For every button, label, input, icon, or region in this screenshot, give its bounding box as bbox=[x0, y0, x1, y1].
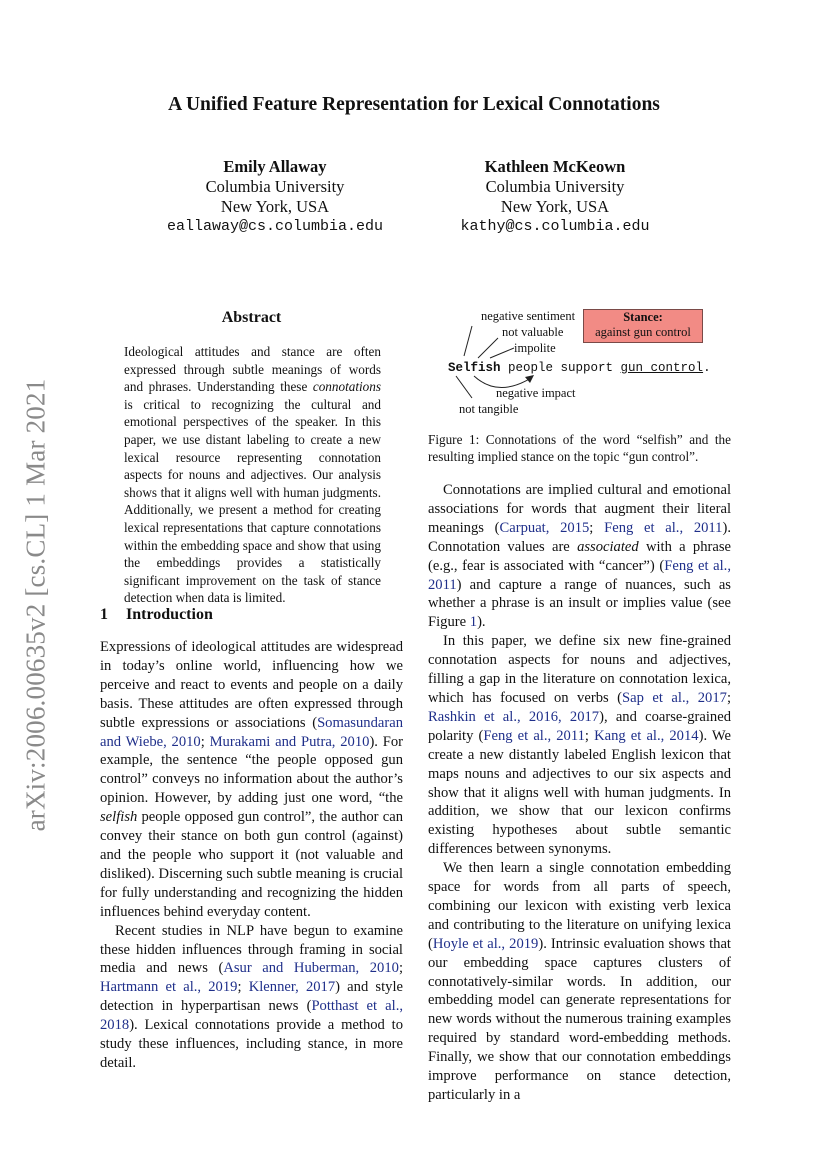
text-run: ), and coarse-grained polarity ( bbox=[428, 708, 731, 744]
paragraph bbox=[428, 632, 731, 859]
citation-link[interactable]: Murakami and Putra, 2010 bbox=[209, 733, 370, 750]
label-not-tangible: not tangible bbox=[459, 402, 519, 416]
label-impolite: impolite bbox=[514, 341, 556, 355]
text-run: ; bbox=[398, 960, 404, 977]
text-run: ). Lexical connotations provide a method to study these influences, including stance, in more detail. bbox=[100, 1017, 403, 1071]
example-sentence bbox=[448, 361, 711, 375]
section-title: Introduction bbox=[126, 606, 213, 623]
text-run: We then learn a single connotation embedding space for words from all parts of speech, combining our lexicon with existing verb lexica and contributing to the literature on unifying lexica ( bbox=[428, 860, 731, 952]
text-run: Recent studies in NLP have begun to examine these hidden influences through framing in social media and news ( bbox=[100, 922, 403, 977]
paragraph bbox=[100, 922, 403, 1073]
label-not-valuable: not valuable bbox=[502, 325, 564, 339]
abstract-text-part: Ideological attitudes and stance are often expressed through subtle meanings of words and phrases. Understanding these bbox=[124, 344, 381, 395]
author-name: Kathleen McKeown bbox=[484, 157, 626, 176]
text-run: ). Connotation values are bbox=[428, 519, 731, 555]
arrow-head-negative-impact bbox=[525, 375, 534, 383]
citation-link[interactable]: Feng et al., 2011 bbox=[483, 727, 585, 744]
text-run: ). We create a new distantly labeled English lexicon that maps nouns and adjectives to our six aspects and show that it aligns well with human judgments. In addition, we show that our lexicon confirms existing hypotheses about subtle semantic differences between synonyms. bbox=[428, 727, 732, 858]
author-location: New York, USA bbox=[220, 197, 330, 216]
author-email: kathy@cs.columbia.edu bbox=[460, 218, 650, 235]
left-column-body bbox=[100, 638, 403, 1073]
sentence-topic: gun control bbox=[620, 361, 704, 375]
citation-link[interactable]: Somasundaran and Wiebe, 2010 bbox=[100, 714, 403, 750]
text-run: ; bbox=[200, 733, 210, 750]
citation-link[interactable]: Feng et al., 2011 bbox=[428, 557, 731, 593]
text-run: ). For example, the sentence “the people opposed gun control” conveys no information about the author’s opinion. However, by adding just one word, “the bbox=[100, 733, 404, 807]
arrow-line-negative-sentiment bbox=[464, 326, 472, 356]
citation-link[interactable]: Rashkin et al., 2016, 2017 bbox=[428, 708, 600, 725]
author-affiliation: Columbia University bbox=[485, 177, 625, 196]
stance-value: against gun control bbox=[595, 325, 691, 339]
citation-link[interactable]: Potthast et al., 2018 bbox=[100, 998, 403, 1034]
text-run: people opposed gun control”, the author can convey their stance on both gun control (against) and the people who support it (not valuable and disliked). Discerning such subtle meaning is crucial for fully understanding and recognizing the hidden influences behind everyday content. bbox=[100, 809, 403, 920]
section-number: 1 bbox=[100, 606, 108, 623]
text-run: ). bbox=[477, 614, 486, 631]
figure-1 bbox=[428, 306, 731, 422]
citation-link[interactable]: Sap et al., 2017 bbox=[622, 689, 727, 706]
sentence-middle: people support bbox=[500, 361, 621, 375]
author-affiliation: Columbia University bbox=[205, 177, 345, 196]
author-location: New York, USA bbox=[500, 197, 610, 216]
text-run: In this paper, we define six new fine-grained connotation aspects for nouns and adjectives, filling a gap in the literature on connotation lexica, which has focused on verbs ( bbox=[428, 633, 731, 706]
text-run: ; bbox=[237, 979, 249, 996]
abstract-emphasis: connotations bbox=[312, 379, 381, 395]
right-column-body bbox=[428, 481, 731, 1105]
stance-box bbox=[583, 309, 703, 343]
arrow-line-not-tangible bbox=[456, 376, 472, 398]
text-run: ). Intrinsic evaluation shows that our embedding space captures clusters of connotatively-similar words. In addition, our embedding model can generate representations for new words without the numerous training examples required by standard word-embedding methods. Finally, we show that our connotation embeddings improve performance on stance detection, particularly in a bbox=[428, 935, 731, 1103]
sentence-end: . bbox=[703, 361, 711, 375]
emphasized-text: associated bbox=[577, 538, 639, 555]
label-negative-impact: negative impact bbox=[496, 386, 576, 400]
author-block-2 bbox=[410, 157, 700, 237]
arrow-line-not-valuable bbox=[478, 338, 498, 358]
author-email: eallaway@cs.columbia.edu bbox=[166, 218, 384, 235]
paragraph bbox=[428, 481, 731, 632]
text-run: ; bbox=[589, 519, 605, 536]
citation-link[interactable]: Feng et al., 2011 bbox=[604, 519, 723, 536]
text-run: with a phrase (e.g., fear is associated with “cancer”) ( bbox=[428, 538, 731, 574]
abstract-body bbox=[124, 343, 381, 607]
citation-link[interactable]: Kang et al., 2014 bbox=[594, 727, 699, 744]
text-run: ) and capture a range of nuances, such as whether a phrase is an insult or implies value (see Figure bbox=[428, 576, 731, 631]
paper-title: A Unified Feature Representation for Lexical Connotations bbox=[168, 94, 660, 115]
arxiv-identifier: arXiv:2006.00635v2 [cs.CL] 1 Mar 2021 bbox=[20, 378, 51, 832]
figure-caption: Figure 1: Connotations of the word “selfish” and the resulting implied stance on the topic “gun control”. bbox=[428, 432, 731, 464]
author-block-1 bbox=[130, 157, 420, 237]
abstract-heading: Abstract bbox=[221, 309, 282, 326]
citation-link[interactable]: Carpuat, 2015 bbox=[499, 519, 590, 536]
arrow-line-impolite bbox=[490, 348, 514, 358]
sentence-target-word: Selfish bbox=[448, 361, 501, 375]
text-run: ; bbox=[726, 689, 732, 706]
section-heading bbox=[100, 606, 213, 624]
author-name: Emily Allaway bbox=[223, 157, 327, 176]
citation-link[interactable]: Hoyle et al., 2019 bbox=[432, 935, 539, 952]
abstract-text-part: is critical to recognizing the cultural and emotional perspectives of the speaker. In this paper, we use distant labeling to create a new lexical resource representing connotation aspects for nouns and adjectives. Our analysis shows that it aligns well with human judgments. Additionally, we present a method for creating lexical representations that capture connotations within the embedding space and show that using the embeddings provides a statistically significant improvement on the task of stance detection when data is limited. bbox=[124, 396, 381, 606]
text-run: Expressions of ideological attitudes are widespread in today’s online world, influencing how we perceive and react to events and people on a daily basis. These attitudes are often expressed through subtle expressions or associations ( bbox=[100, 639, 403, 731]
text-run: Connotations are implied cultural and emotional associations for words that augment their literal meanings ( bbox=[428, 482, 731, 536]
label-negative-sentiment: negative sentiment bbox=[481, 309, 576, 323]
text-run: ; bbox=[584, 727, 595, 744]
citation-link[interactable]: Klenner, 2017 bbox=[248, 979, 336, 996]
emphasized-text: selfish bbox=[100, 809, 138, 826]
paragraph bbox=[428, 859, 731, 1105]
citation-link[interactable]: Asur and Huberman, 2010 bbox=[223, 960, 399, 977]
stance-heading: Stance: bbox=[623, 310, 663, 324]
arxiv-sidebar-stamp bbox=[14, 370, 58, 840]
text-run: ) and style detection in hyperpartisan news ( bbox=[100, 979, 403, 1015]
citation-link[interactable]: Hartmann et al., 2019 bbox=[100, 979, 238, 996]
paragraph bbox=[100, 638, 403, 922]
citation-link[interactable]: 1 bbox=[469, 614, 478, 631]
